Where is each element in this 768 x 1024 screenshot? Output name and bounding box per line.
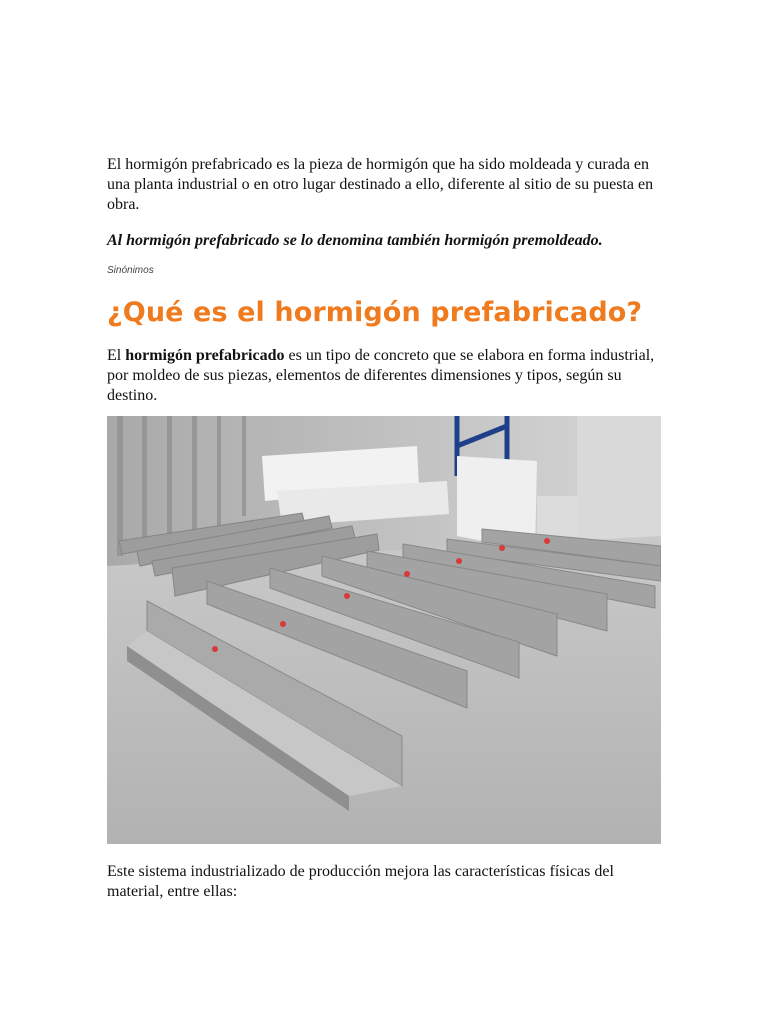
definition-paragraph [107,346,667,406]
precast-concrete-photo [107,416,661,844]
synonyms-link[interactable]: Sinónimos [107,265,154,276]
definition-rest: es un tipo de concreto que se elabora en forma industrial, por moldeo de sus piezas, elementos de diferentes dimensiones y tipos, según su destino. [107,347,655,404]
section-heading: ¿Qué es el hormigón prefabricado? [107,297,643,328]
document-page [107,155,667,902]
intro-paragraph: El hormigón prefabricado es la pieza de hormigón que ha sido moldeada y curada en una planta industrial o en otro lugar destinado a ello, diferente al sitio de su puesta en obra. [107,156,654,213]
definition-term: hormigón prefabricado [125,347,285,364]
closing-paragraph: Este sistema industrializado de producción mejora las características físicas del material, entre ellas: [107,863,614,900]
definition-start: El [107,347,126,364]
lead-statement: Al hormigón prefabricado se lo denomina también hormigón premoldeado. [107,232,603,249]
